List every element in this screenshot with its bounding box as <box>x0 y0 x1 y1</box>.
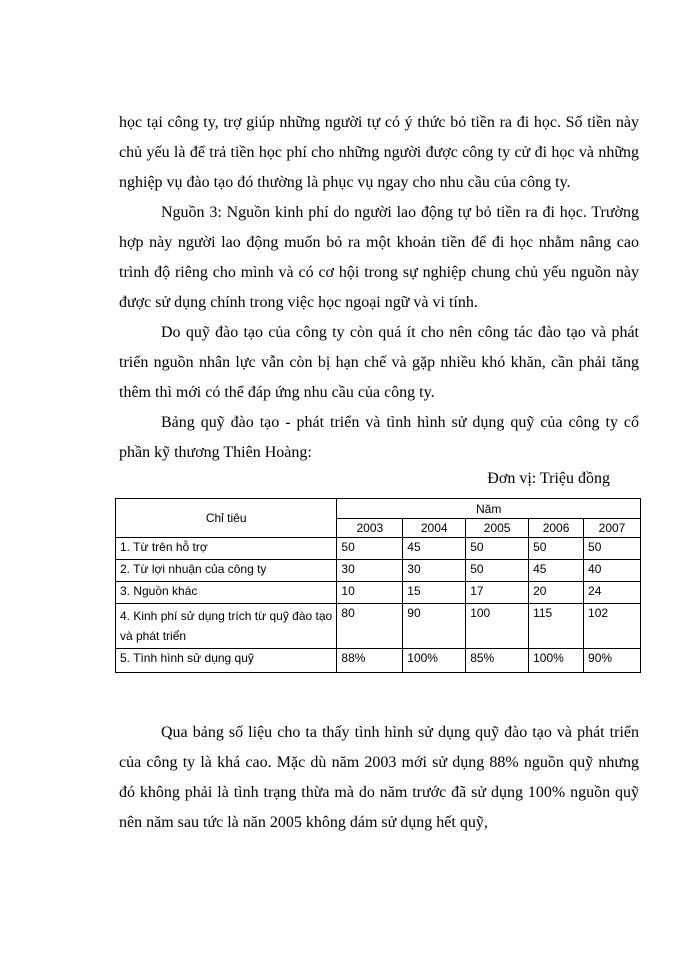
cell-value: 40 <box>584 560 641 582</box>
unit-label: Đơn vị: Triệu đồng <box>487 470 610 487</box>
header-year: 2006 <box>529 519 584 538</box>
row-label: 2. Từ lợi nhuận của công ty <box>116 560 337 582</box>
cell-value: 50 <box>337 538 403 560</box>
cell-value: 100% <box>403 649 466 673</box>
top-text <box>119 108 639 468</box>
cell-value: 45 <box>529 560 584 582</box>
cell-value: 17 <box>466 582 529 604</box>
row-label: 4. Kinh phí sử dụng trích từ quỹ đào tạo và phát triển <box>116 604 337 649</box>
cell-value: 45 <box>403 538 466 560</box>
cell-value: 88% <box>337 649 403 673</box>
cell-value: 90% <box>584 649 641 673</box>
cell-value: 100 <box>466 604 529 649</box>
cell-value: 10 <box>337 582 403 604</box>
cell-value: 50 <box>529 538 584 560</box>
header-indicator: Chỉ tiêu <box>116 499 337 538</box>
cell-value: 15 <box>403 582 466 604</box>
table-row <box>116 582 641 604</box>
header-year: 2007 <box>584 519 641 538</box>
row-label: 3. Nguồn khác <box>116 582 337 604</box>
paragraph-table-intro: Bảng quỹ đào tạo - phát triển và tình hình sử dụng quỹ của công ty cổ phần kỹ thương Thiên Hoàng: <box>119 414 639 461</box>
paragraph-fund-limited: Do quỹ đào tạo của công ty còn quá ít cho nên công tác đào tạo và phát triển nguồn nhân lực vẫn còn bị hạn chế và gặp nhiều khó khăn, cần phải tăng thêm thì mới có thể đáp ứng nhu cầu của công ty. <box>119 324 639 401</box>
cell-value: 20 <box>529 582 584 604</box>
table-row <box>116 604 641 649</box>
cell-value: 85% <box>466 649 529 673</box>
cell-value: 30 <box>403 560 466 582</box>
paragraph-continued: học tại công ty, trợ giúp những người tự có ý thức bỏ tiền ra đi học. Số tiền này chủ yếu là để trả tiền học phí cho những người được công ty cử đi học và những nghiệp vụ đào tạo đó thường là phục vụ ngay cho nhu cầu của công ty. <box>119 114 639 191</box>
row-label: 5. Tình hình sử dụng quỹ <box>116 649 337 673</box>
fund-table <box>115 498 641 673</box>
table-row <box>116 649 641 673</box>
row-label: 1. Từ trên hỗ trợ <box>116 538 337 560</box>
table-header-row <box>116 499 641 519</box>
paragraph-source-3: Nguồn 3: Nguồn kinh phí do người lao động tự bỏ tiền ra đi học. Trường hợp này người lao động muốn bỏ ra một khoản tiền để đi học nhằm nâng cao trình độ riêng cho mình và có cơ hội trong sự nghiệp chung chủ yếu nguồn này được sử dụng chính trong việc học ngoại ngữ và vi tính. <box>119 204 639 311</box>
cell-value: 50 <box>466 538 529 560</box>
header-year: 2005 <box>466 519 529 538</box>
header-year: 2004 <box>403 519 466 538</box>
cell-value: 50 <box>584 538 641 560</box>
table-row <box>116 538 641 560</box>
cell-value: 30 <box>337 560 403 582</box>
cell-value: 90 <box>403 604 466 649</box>
cell-value: 102 <box>584 604 641 649</box>
paragraph-analysis: Qua bảng số liệu cho ta thấy tình hình sử dụng quỹ đào tạo và phát triển của công ty là khá cao. Mặc dù năm 2003 mới sử dụng 88% nguồn quỹ nhưng đó không phải là tình trạng thừa mà do năm trước đã sử dụng 100% nguồn quỹ nên năm sau tức là năn 2005 không dám sử dụng hết quỹ, <box>119 724 639 831</box>
table-row <box>116 560 641 582</box>
cell-value: 80 <box>337 604 403 649</box>
header-year-group: Năm <box>337 499 641 519</box>
cell-value: 100% <box>529 649 584 673</box>
header-year: 2003 <box>337 519 403 538</box>
cell-value: 115 <box>529 604 584 649</box>
cell-value: 50 <box>466 560 529 582</box>
cell-value: 24 <box>584 582 641 604</box>
bottom-text <box>119 718 639 838</box>
